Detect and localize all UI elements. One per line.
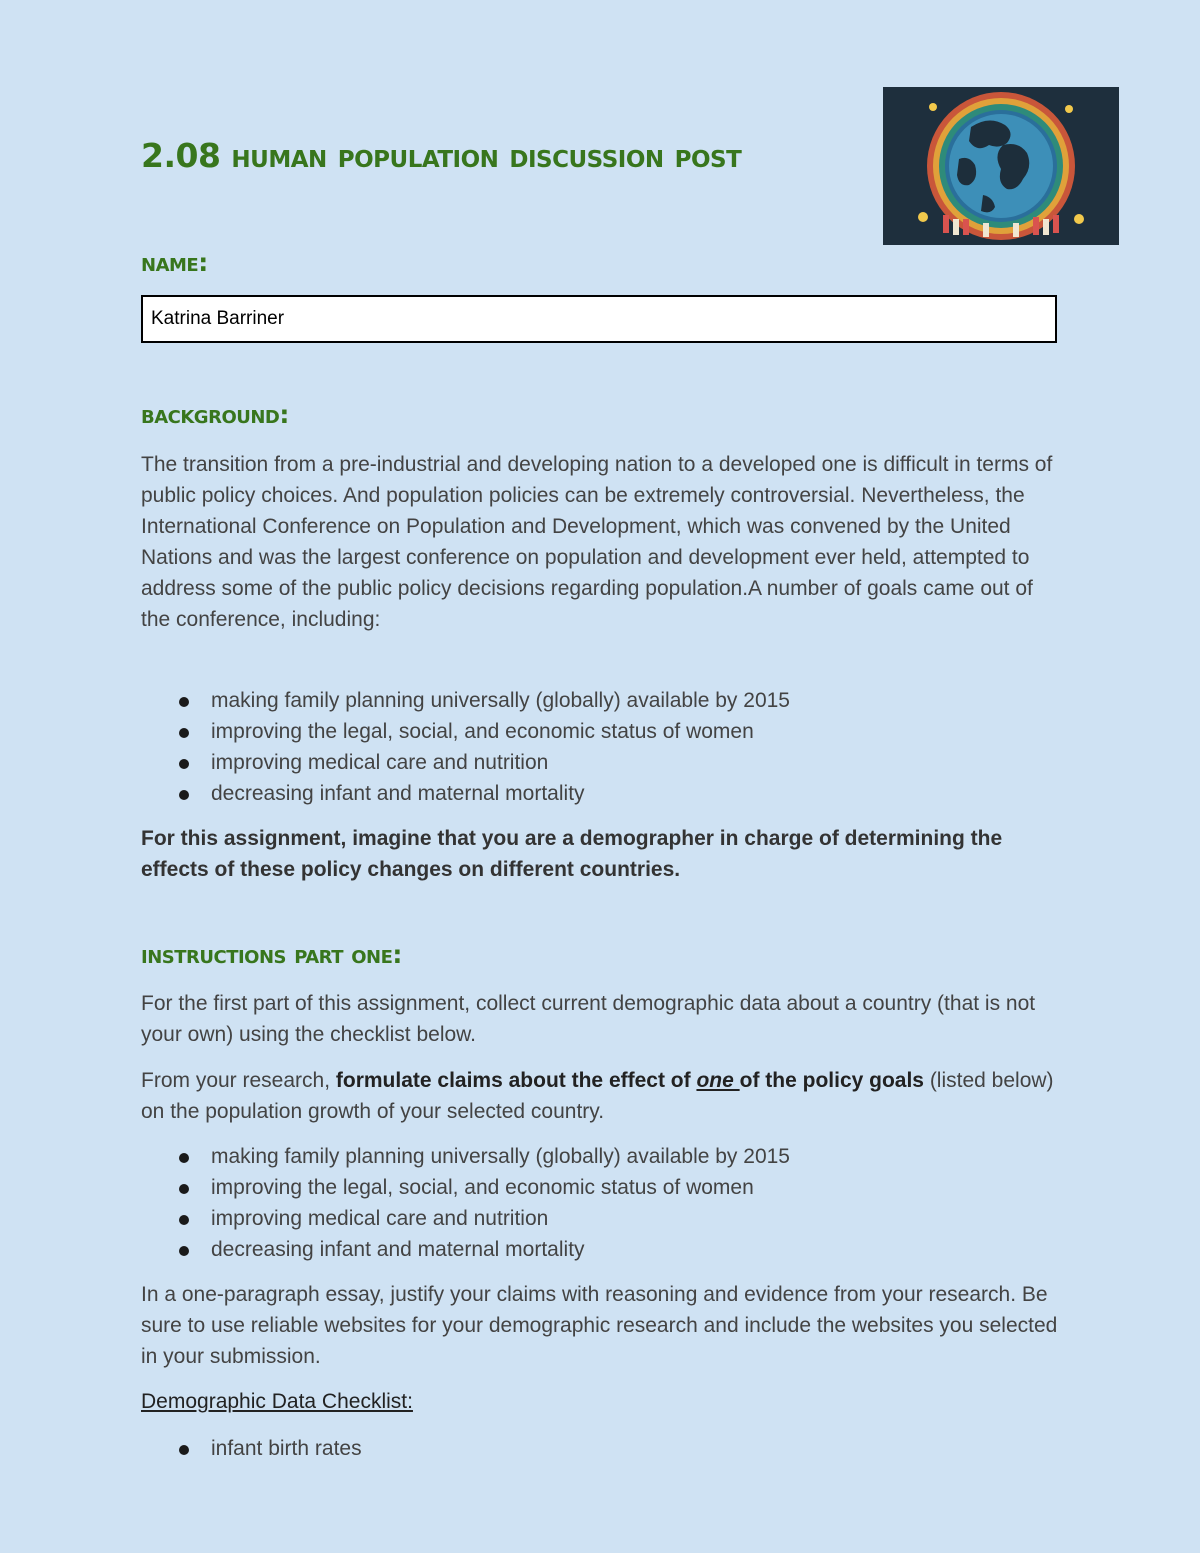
instructions-research-paragraph — [141, 1065, 1061, 1127]
list-item: decreasing infant and maternal mortality — [141, 1234, 790, 1265]
list-item: improving the legal, social, and economic status of women — [141, 1172, 790, 1203]
research-text-bold-1: formulate claims about the effect of — [335, 1069, 697, 1092]
research-text-pre: From your research, — [141, 1069, 336, 1092]
list-item: making family planning universally (globally) available by 2015 — [141, 685, 790, 716]
background-heading: background: — [141, 400, 289, 429]
list-item: improving medical care and nutrition — [141, 1203, 790, 1234]
instructions-heading: instructions part one: — [141, 940, 402, 969]
background-paragraph: The transition from a pre-industrial and developing nation to a developed one is difficult in terms of public policy choices. And population policies can be extremely controversial. Nevertheless, the International Conference on Population and Development, which was convened by the United Nations and was the largest conference on population and development ever held, attempted to address some of the public policy decisions regarding population.A number of goals came out of the conference, including: — [141, 453, 1053, 631]
globe-icon — [883, 87, 1119, 245]
assignment-note: For this assignment, imagine that you are a demographer in charge of determining the effects of these policy changes on different countries. — [141, 827, 1003, 881]
research-text-one: one — [696, 1069, 740, 1092]
research-text-post: (listed below) on the population growth of your selected country. — [141, 1069, 1054, 1123]
list-item: improving the legal, social, and economic status of women — [141, 716, 790, 747]
checklist-heading: Demographic Data Checklist: — [141, 1390, 413, 1413]
checklist-list — [141, 1433, 362, 1464]
background-goals-list — [141, 685, 790, 809]
list-item: improving medical care and nutrition — [141, 747, 790, 778]
name-heading: name: — [141, 248, 208, 277]
instructions-goals-list — [141, 1141, 790, 1265]
research-text-bold-2: of the policy goals — [739, 1069, 924, 1092]
page-title: 2.08 human population discussion post — [141, 136, 742, 175]
name-field[interactable] — [141, 295, 1057, 343]
instructions-first-paragraph: For the first part of this assignment, collect current demographic data about a country (that is not your own) using the checklist below. — [141, 992, 1036, 1046]
list-item: making family planning universally (globally) available by 2015 — [141, 1141, 790, 1172]
name-value: Katrina Barriner — [151, 308, 285, 329]
essay-paragraph: In a one-paragraph essay, justify your claims with reasoning and evidence from your research. Be sure to use reliable websites for your demographic research and include the websites you selected in your submission. — [141, 1283, 1058, 1368]
globe-people-illustration — [883, 87, 1119, 245]
list-item: infant birth rates — [141, 1433, 362, 1464]
list-item: decreasing infant and maternal mortality — [141, 778, 790, 809]
